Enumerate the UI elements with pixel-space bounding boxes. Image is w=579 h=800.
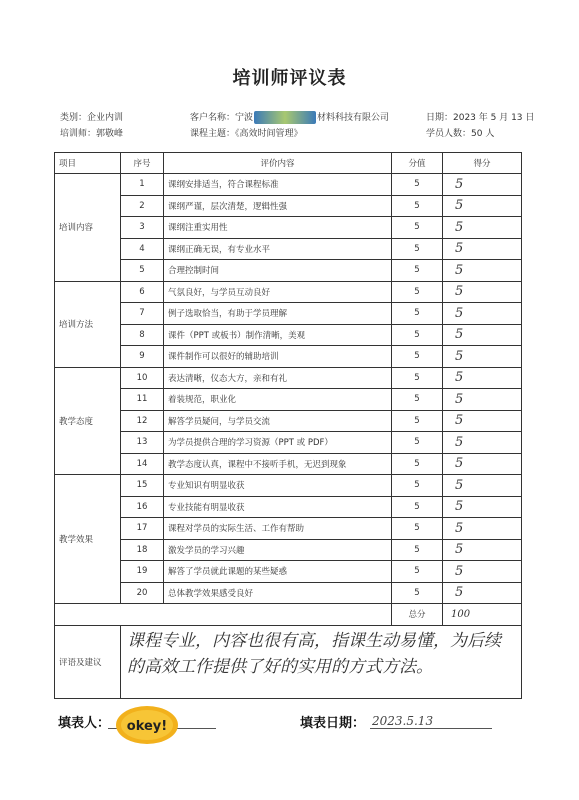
row-value: 5 — [392, 324, 443, 346]
row-score-cell — [443, 561, 522, 583]
row-content: 表达清晰，仪态大方，亲和有礼 — [164, 367, 392, 389]
table-row — [55, 475, 522, 497]
row-number: 5 — [121, 260, 164, 282]
date-field: 日期：2023 年 5 月 13 日 — [426, 113, 535, 123]
row-content: 总体教学效果感受良好 — [164, 582, 392, 604]
header-no: 序号 — [121, 153, 164, 174]
topic-field: 课程主题：《高效时间管理》 — [190, 129, 303, 139]
total-label: 总分 — [392, 604, 443, 626]
row-number: 13 — [121, 432, 164, 454]
row-score-cell — [443, 582, 522, 604]
group-label: 培训方法 — [55, 281, 121, 367]
row-content: 课件（PPT 或板书）制作清晰，美观 — [164, 324, 392, 346]
table-row — [55, 303, 522, 325]
row-number: 9 — [121, 346, 164, 368]
row-number: 20 — [121, 582, 164, 604]
row-number: 8 — [121, 324, 164, 346]
row-content: 解答学员疑问，与学员交流 — [164, 410, 392, 432]
client-field — [190, 110, 389, 124]
row-score-cell — [443, 238, 522, 260]
row-value: 5 — [392, 195, 443, 217]
row-score: 5 — [455, 413, 464, 429]
row-value: 5 — [392, 346, 443, 368]
row-score: 5 — [455, 456, 464, 472]
comments-label: 评语及建议 — [55, 625, 121, 698]
row-number: 4 — [121, 238, 164, 260]
row-number: 6 — [121, 281, 164, 303]
row-value: 5 — [392, 389, 443, 411]
row-content: 合理控制时间 — [164, 260, 392, 282]
row-score: 5 — [455, 348, 464, 364]
row-score: 5 — [455, 563, 464, 579]
okey-sticker — [114, 704, 180, 746]
row-score-cell — [443, 217, 522, 239]
row-score: 5 — [455, 262, 464, 278]
row-content: 专业知识有明显收获 — [164, 475, 392, 497]
row-score: 5 — [455, 499, 464, 515]
row-score: 5 — [455, 327, 464, 343]
row-number: 19 — [121, 561, 164, 583]
table-row — [55, 539, 522, 561]
table-row — [55, 453, 522, 475]
row-score-cell — [443, 453, 522, 475]
row-score-cell — [443, 324, 522, 346]
category-field: 类别：企业内训 — [60, 113, 124, 123]
table-row — [55, 217, 522, 239]
table-row — [55, 389, 522, 411]
evaluation-table — [54, 152, 522, 699]
row-score: 5 — [455, 176, 464, 192]
row-number: 1 — [121, 174, 164, 196]
table-row — [55, 260, 522, 282]
row-content: 课纲正确无误，有专业水平 — [164, 238, 392, 260]
table-row — [55, 281, 522, 303]
table-row — [55, 174, 522, 196]
row-number: 3 — [121, 217, 164, 239]
row-score-cell — [443, 281, 522, 303]
form-title: 培训师评议表 — [232, 68, 347, 89]
row-score-cell — [443, 195, 522, 217]
row-score: 5 — [455, 241, 464, 257]
row-content: 课程对学员的实际生活、工作有帮助 — [164, 518, 392, 540]
row-score-cell — [443, 367, 522, 389]
row-value: 5 — [392, 303, 443, 325]
row-number: 18 — [121, 539, 164, 561]
row-value: 5 — [392, 518, 443, 540]
row-score-cell — [443, 432, 522, 454]
row-value: 5 — [392, 217, 443, 239]
okey-sticker-text: okey! — [126, 719, 168, 734]
row-number: 16 — [121, 496, 164, 518]
row-value: 5 — [392, 582, 443, 604]
table-header-row — [55, 153, 522, 174]
table-row — [55, 432, 522, 454]
row-score-cell — [443, 303, 522, 325]
row-content: 激发学员的学习兴趣 — [164, 539, 392, 561]
table-row — [55, 195, 522, 217]
filler-label: 填表人： — [58, 716, 111, 731]
total-score-cell — [443, 604, 522, 626]
row-score: 5 — [455, 391, 464, 407]
row-value: 5 — [392, 475, 443, 497]
table-row — [55, 410, 522, 432]
header-value: 分值 — [392, 153, 443, 174]
row-value: 5 — [392, 539, 443, 561]
row-number: 11 — [121, 389, 164, 411]
row-value: 5 — [392, 367, 443, 389]
group-label: 教学效果 — [55, 475, 121, 604]
row-value: 5 — [392, 238, 443, 260]
row-score-cell — [443, 389, 522, 411]
row-value: 5 — [392, 260, 443, 282]
date-underline — [370, 728, 492, 729]
row-content: 气氛良好，与学员互动良好 — [164, 281, 392, 303]
row-score: 5 — [455, 542, 464, 558]
client-prefix: 客户名称：宁波 — [190, 113, 254, 123]
row-score-cell — [443, 346, 522, 368]
table-row — [55, 346, 522, 368]
client-suffix: 材料科技有限公司 — [317, 113, 390, 123]
row-content: 着装规范，职业化 — [164, 389, 392, 411]
row-value: 5 — [392, 410, 443, 432]
total-blank — [55, 604, 392, 626]
row-value: 5 — [392, 496, 443, 518]
table-row — [55, 367, 522, 389]
row-value: 5 — [392, 453, 443, 475]
redaction-mark — [254, 111, 316, 124]
row-score-cell — [443, 410, 522, 432]
table-row — [55, 324, 522, 346]
header-score: 得分 — [443, 153, 522, 174]
comments-text: 课程专业，内容也很有高，指课生动易懂，为后续的高效工作提供了好的实用的方式方法。 — [121, 625, 522, 698]
row-score: 5 — [455, 284, 464, 300]
row-number: 7 — [121, 303, 164, 325]
student-count-field: 学员人数：50 人 — [426, 129, 495, 139]
group-label: 培训内容 — [55, 174, 121, 282]
table-row — [55, 238, 522, 260]
header-content: 评价内容 — [164, 153, 392, 174]
total-row — [55, 604, 522, 626]
table-row — [55, 518, 522, 540]
row-number: 14 — [121, 453, 164, 475]
row-number: 2 — [121, 195, 164, 217]
row-content: 教学态度认真，课程中不接听手机，无迟到现象 — [164, 453, 392, 475]
row-score: 5 — [455, 370, 464, 386]
row-value: 5 — [392, 561, 443, 583]
row-score: 5 — [455, 219, 464, 235]
row-score: 5 — [455, 198, 464, 214]
row-number: 10 — [121, 367, 164, 389]
row-content: 课纲安排适当，符合课程标准 — [164, 174, 392, 196]
row-number: 17 — [121, 518, 164, 540]
row-content: 解答了学员就此课题的某些疑惑 — [164, 561, 392, 583]
row-number: 12 — [121, 410, 164, 432]
row-content: 专业技能有明显收获 — [164, 496, 392, 518]
row-score-cell — [443, 496, 522, 518]
row-score-cell — [443, 518, 522, 540]
row-value: 5 — [392, 174, 443, 196]
fill-date: 2023.5.13 — [372, 714, 434, 728]
row-score: 5 — [455, 305, 464, 321]
date-label: 填表日期： — [300, 716, 366, 731]
row-score: 5 — [455, 434, 464, 450]
row-value: 5 — [392, 432, 443, 454]
row-score: 5 — [455, 477, 464, 493]
trainer-field: 培训师：郭敬峰 — [60, 129, 124, 139]
row-content: 课件制作可以很好的辅助培训 — [164, 346, 392, 368]
row-score: 5 — [455, 585, 464, 601]
row-content: 例子选取恰当，有助于学员理解 — [164, 303, 392, 325]
table-row — [55, 561, 522, 583]
header-item: 项目 — [55, 153, 121, 174]
row-content: 课纲注重实用性 — [164, 217, 392, 239]
row-score-cell — [443, 539, 522, 561]
row-score-cell — [443, 475, 522, 497]
row-score-cell — [443, 174, 522, 196]
total-score: 100 — [451, 608, 471, 620]
table-row — [55, 496, 522, 518]
row-content: 为学员提供合理的学习资源（PPT 或 PDF） — [164, 432, 392, 454]
row-score-cell — [443, 260, 522, 282]
row-number: 15 — [121, 475, 164, 497]
group-label: 教学态度 — [55, 367, 121, 475]
table-row — [55, 582, 522, 604]
row-score: 5 — [455, 520, 464, 536]
row-value: 5 — [392, 281, 443, 303]
row-content: 课纲严谨，层次清楚，逻辑性强 — [164, 195, 392, 217]
comments-row — [55, 625, 522, 698]
